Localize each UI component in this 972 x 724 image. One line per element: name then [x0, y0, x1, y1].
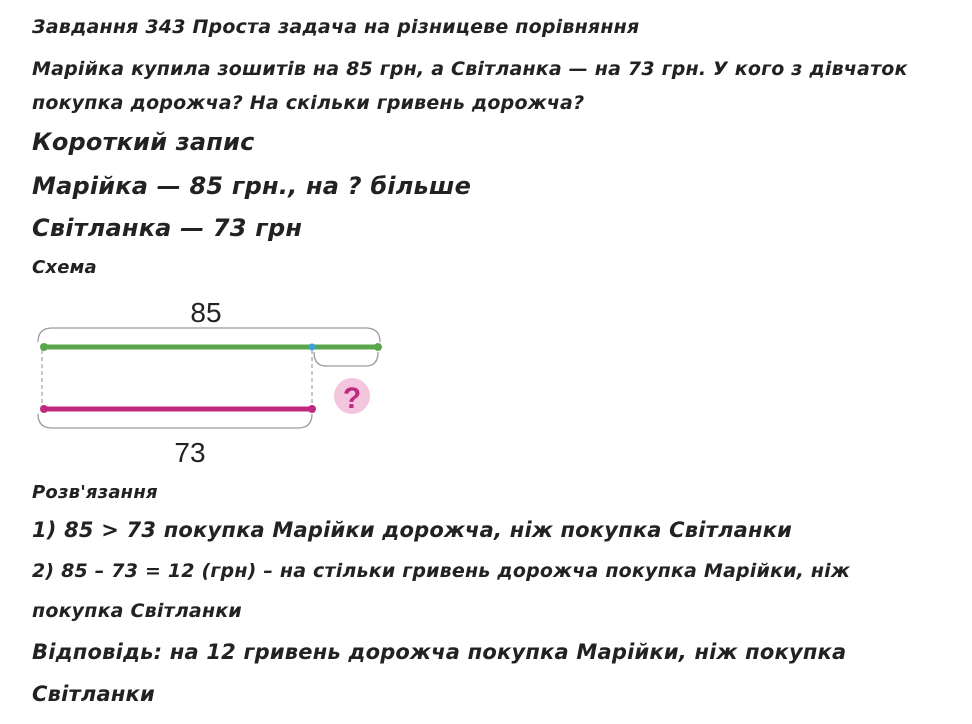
bottom-brace [38, 414, 312, 428]
short-record-line-1: Марійка — 85 грн., на ? більше [32, 172, 472, 200]
page-title: Завдання 343 Проста задача на різницеве порівняння [32, 16, 640, 38]
solution-step-2-line-1: 2) 85 – 73 = 12 (грн) – на стільки гривень дорожча покупка Марійки, ніж [32, 560, 850, 582]
answer-line-1: Відповідь: на 12 гривень дорожча покупка Марійки, ніж покупка [32, 640, 847, 664]
short-record-line-2: Світланка — 73 грн [32, 214, 303, 242]
magenta-start-point [40, 405, 48, 413]
top-brace [38, 328, 380, 342]
schema-diagram [30, 290, 390, 470]
green-end-point [374, 343, 382, 351]
solution-step-1: 1) 85 > 73 покупка Марійки дорожча, ніж покупка Світланки [32, 518, 793, 542]
question-mark: ? [342, 382, 362, 415]
solution-heading: Розв'язання [32, 482, 158, 503]
solution-step-2-line-2: покупка Світланки [32, 600, 242, 622]
short-record-heading: Короткий запис [32, 128, 255, 156]
top-value-label: 85 [190, 297, 222, 328]
task-text-line-2: покупка дорожча? На скільки гривень дорожча? [32, 92, 585, 114]
green-start-point [40, 343, 48, 351]
magenta-end-point [308, 405, 316, 413]
difference-brace [314, 352, 378, 366]
bottom-value-label: 73 [174, 437, 206, 468]
task-text-line-1: Марійка купила зошитів на 85 грн, а Світланка — на 73 грн. У кого з дівчаток [32, 58, 908, 80]
division-point [309, 344, 316, 351]
answer-line-2: Світланки [32, 682, 155, 706]
schema-heading: Схема [32, 257, 97, 278]
